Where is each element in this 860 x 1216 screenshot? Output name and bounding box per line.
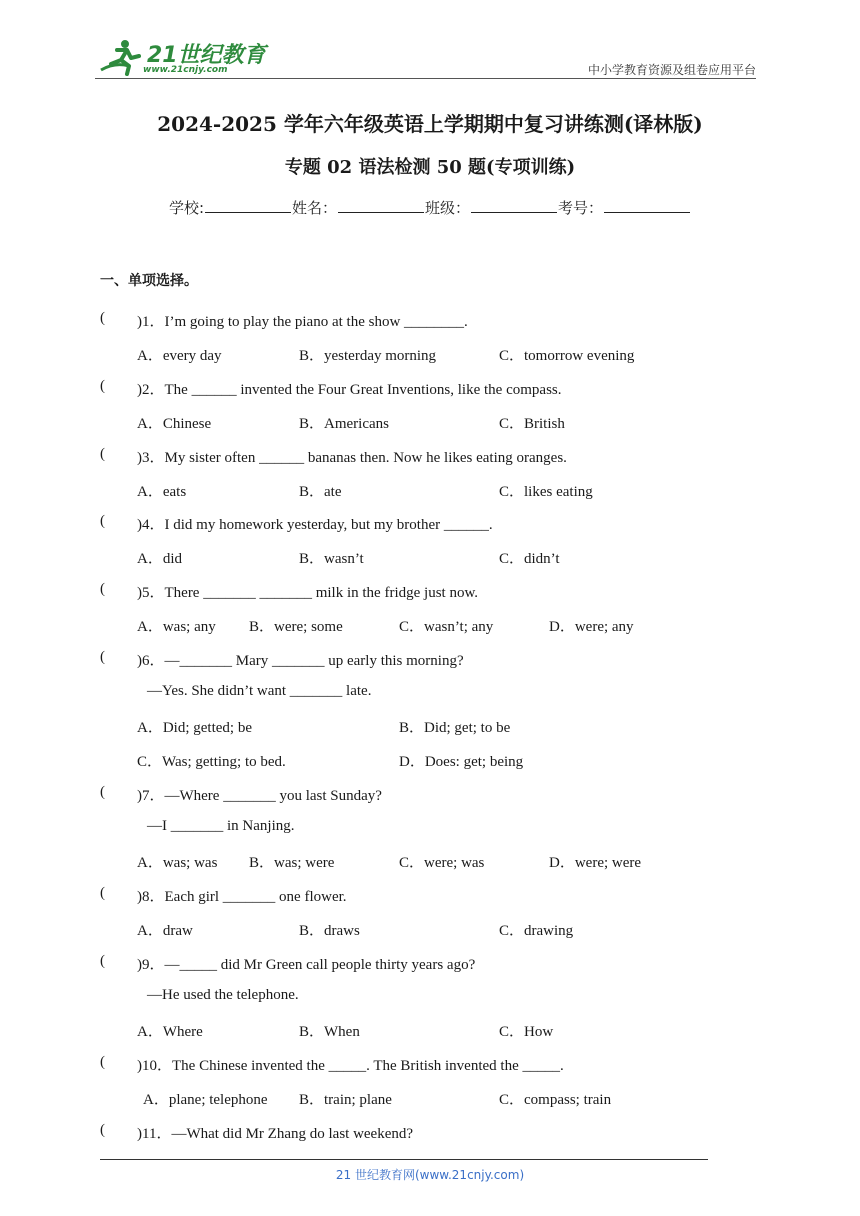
option-c: C．Was; getting; to bed. (137, 754, 286, 770)
question-text: )7．—Where _______ you last Sunday? (137, 788, 382, 804)
answer-paren: ( (100, 513, 105, 529)
school-blank[interactable] (205, 198, 291, 213)
option-c: C．drawing (499, 923, 574, 939)
option-c: C．were; was (399, 855, 485, 871)
option-c: C．didn’t (499, 551, 560, 567)
question-text: )6．—_______ Mary _______ up early this morning? (137, 653, 464, 669)
option-d: D．were; any (549, 619, 634, 635)
option-a: A．did (137, 551, 183, 567)
question-text: )1．I’m going to play the piano at the show ________. (137, 314, 468, 330)
option-d: D．were; were (549, 855, 642, 871)
option-c: C．tomorrow evening (499, 348, 635, 364)
answer-paren: ( (100, 953, 105, 969)
option-b: B．train; plane (299, 1092, 392, 1108)
question-text: )9．—_____ did Mr Green call people thirty years ago? (137, 957, 476, 973)
logo-url-text: www.21cnjy.com (143, 65, 228, 75)
page-subtitle: 专题 02 语法检测 50 题(专项训练) (284, 157, 576, 178)
option-b: B．wasn’t (299, 551, 364, 567)
option-a: A．was; any (137, 619, 216, 635)
option-c: C．How (499, 1024, 554, 1040)
question-text: )4．I did my homework yesterday, but my brother ______. (137, 517, 493, 533)
question-sub-line: —I _______ in Nanjing. (147, 818, 295, 834)
option-c: C．likes eating (499, 484, 593, 500)
option-b: B．When (299, 1024, 360, 1040)
option-a: A．Chinese (137, 416, 212, 432)
footer-divider (100, 1159, 708, 1160)
number-label: 考号： (558, 199, 604, 217)
option-d: D．Does: get; being (399, 754, 524, 770)
answer-paren: ( (100, 885, 105, 901)
class-label: 班级： (425, 199, 471, 217)
option-b: B．was; were (249, 855, 335, 871)
answer-paren: ( (100, 784, 105, 800)
page-title: 2024-2025 学年六年级英语上学期期中复习讲练测(译林版) (157, 112, 703, 136)
option-c: C．British (499, 416, 565, 432)
answer-paren: ( (100, 1054, 105, 1070)
option-c: C．compass; train (499, 1092, 612, 1108)
option-b: B．draws (299, 923, 360, 939)
option-b: B．Americans (299, 416, 389, 432)
option-c: C．wasn’t; any (399, 619, 494, 635)
option-a: A．Where (137, 1024, 203, 1040)
number-blank[interactable] (604, 198, 690, 213)
footer-link[interactable]: 21 世纪教育网(www.21cnjy.com) (335, 1168, 525, 1182)
question-text: )3．My sister often ______ bananas then. Now he likes eating oranges. (137, 450, 567, 466)
question-sub-line: —Yes. She didn’t want _______ late. (147, 683, 372, 699)
answer-paren: ( (100, 649, 105, 665)
option-a: A．draw (137, 923, 193, 939)
answer-paren: ( (100, 310, 105, 326)
name-blank[interactable] (338, 198, 424, 213)
option-b: B．ate (299, 484, 342, 500)
option-a: A．was; was (137, 855, 218, 871)
class-blank[interactable] (471, 198, 557, 213)
question-text: )2．The ______ invented the Four Great Inventions, like the compass. (137, 382, 562, 398)
answer-paren: ( (100, 378, 105, 394)
name-label: 姓名： (292, 199, 338, 217)
section-title: 一、单项选择。 (100, 273, 198, 289)
option-a: A．Did; getted; be (137, 720, 252, 736)
option-b: B．Did; get; to be (399, 720, 511, 736)
answer-paren: ( (100, 1122, 105, 1138)
header-platform-text: 中小学教育资源及组卷应用平台 (587, 63, 756, 77)
header-divider (95, 78, 756, 79)
answer-paren: ( (100, 446, 105, 462)
school-label: 学校: (168, 199, 204, 217)
answer-paren: ( (100, 581, 105, 597)
option-a: A．every day (137, 348, 222, 364)
option-b: B．were; some (249, 619, 343, 635)
option-a: A．plane; telephone (143, 1092, 268, 1108)
option-b: B．yesterday morning (299, 348, 437, 364)
logo-text: 21世纪教育 (147, 43, 266, 68)
question-sub-line: —He used the telephone. (147, 987, 299, 1003)
student-info-line (0, 197, 860, 218)
option-a: A．eats (137, 484, 187, 500)
question-text: )11．—What did Mr Zhang do last weekend? (137, 1126, 414, 1142)
question-text: )8．Each girl _______ one flower. (137, 889, 347, 905)
question-text: )10．The Chinese invented the _____. The British invented the _____. (137, 1058, 564, 1074)
question-text: )5．There _______ _______ milk in the fridge just now. (137, 585, 479, 601)
